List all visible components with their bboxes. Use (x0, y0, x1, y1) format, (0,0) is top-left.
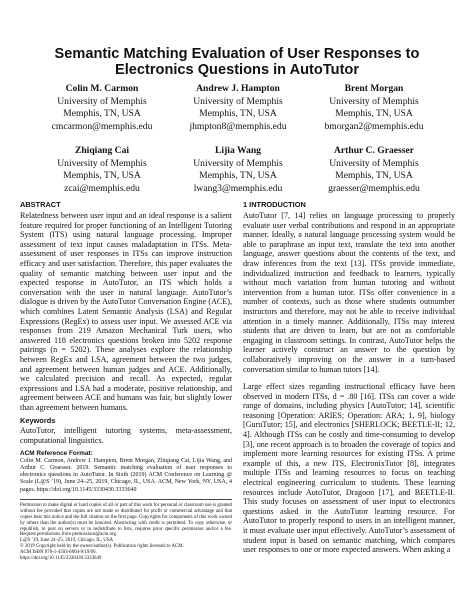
author-location: Memphis, TN, USA (199, 170, 277, 181)
author-affiliation: University of Memphis (193, 157, 283, 169)
author-card (310, 83, 438, 133)
author-email[interactable]: lwang3@memphis.edu (193, 182, 283, 194)
author-location: Memphis, TN, USA (335, 108, 413, 119)
author-card (38, 83, 166, 133)
right-column (243, 200, 455, 555)
author-affiliation: University of Memphis (193, 95, 283, 107)
author-name: Brent Morgan (344, 83, 404, 94)
author-email[interactable]: bmorgan2@memphis.edu (324, 120, 424, 132)
author-affiliation: University of Memphis (329, 157, 419, 169)
author-email[interactable]: cmcarmon@memphis.edu (51, 120, 153, 132)
author-block (38, 83, 438, 207)
author-card (310, 145, 438, 195)
author-name: Zhiqiang Cai (74, 145, 130, 156)
author-affiliation: University of Memphis (329, 95, 419, 107)
keywords-text: AutoTutor, intelligent tutoring systems, meta-assessment, computational linguistics. (20, 426, 232, 446)
author-location: Memphis, TN, USA (63, 108, 141, 119)
author-name: Arthur C. Graesser (333, 145, 415, 156)
author-card (174, 83, 302, 133)
author-name: Lijia Wang (215, 145, 261, 156)
title-line-1: Semantic Matching Evaluation of User Responses to (54, 46, 420, 62)
author-location: Memphis, TN, USA (335, 170, 413, 181)
introduction-heading: 1 INTRODUCTION (243, 200, 306, 209)
abstract-heading: ABSTRACT (20, 200, 61, 209)
author-row-2 (38, 145, 438, 195)
permission-notice (20, 503, 232, 562)
introduction-paragraph-2: Large effect sizes regarding instructional efficacy have been observed in modern ITSs, d = .80 [16]. ITSs can cover a wide range of domains, including physics [AutoTutor; 14], scientific reasoning [Operation: ARIES; Operation: ARA; 1, 9], biology [GuruTutor; 15], and electronics [SHERLOCK; BEETLE-II; 12, 4]. Although ITSs can be costly and time-consuming to develop [3], one recent approach is to broaden the coverage of topics and implement more learning resources for existing ITSs. A prime example of this, a new ITS, ElectronixTutor [8], integrates multiple ITSs and learning resources to focus on teaching electrical engineering curriculum to students. These learning resources include AutoTutor, Dragoon [17], and BEETLE-II. This study focuses on assessment of user input to electronics questions asked in the AutoTutor learning resource. For AutoTutor to properly respond to users in an intelligent manner, it must evaluate user input effectively. AutoTutor’s assessment of student input is based on semantic matching, which compares user responses to one or more expected answers. When asking a (243, 382, 455, 555)
venue-line: L@S ’19, June 24–25, 2019, Chicago, IL, USA (20, 538, 114, 544)
reference-heading: ACM Reference Format: (20, 449, 93, 457)
author-email[interactable]: zcai@memphis.edu (64, 182, 140, 194)
introduction-paragraph-1: AutoTutor [7, 14] relies on language processing to properly evaluate user verbal contributions and respond in an appropriate manner. Ideally, a natural language processing system would be able to paraphrase an input text, translate the text into another language, answer questions about the contents of the text, and draw inferences from the text [13]. ITSs provide immediate, individualized instruction and feedback to learners, typically without much variation from human tutoring and without intervention from a human tutor. ITSs offer convenience in a number of contexts, such as those where students outnumber instructors and therefore, may not be able to receive individual attention in a timely manner. Additionally, ITSs may interest students that are driven to learn, but are not as comfortable engaging in classroom settings. In contrast, AutoTutor helps the learner actively construct an answer to the question by collaboratively improving on the answer in a turn-based conversation similar to human tutors [14]. (243, 211, 455, 374)
isbn-line: ACM ISBN 978-1-4503-6804-9/19/06. (20, 550, 97, 556)
author-name: Andrew J. Hampton (196, 83, 280, 94)
author-affiliation: University of Memphis (57, 95, 147, 107)
author-email[interactable]: graesser@memphis.edu (328, 182, 420, 194)
paper-title (20, 46, 454, 78)
title-line-2: Electronics Questions in AutoTutor (114, 62, 360, 78)
reference-text: Colin M. Carmon, Andrew J. Hampton, Brent Morgan, Zhiqiang Cai, Lijia Wang, and Arthur C. Graesser. 2019. Semantic matching evaluation of user responses to electronics questions in AutoTutor. In Sixth (2019) ACM Conference on Learning @ Scale (L@S ’19), June 24–25, 2019, Chicago, IL, USA. ACM, New York, NY, USA, 4 pages. https://doi.org/10.1145/3330430.3333649 (20, 457, 232, 493)
abstract-text: Relatedness between user input and an ideal response is a salient feature required for proper functioning of an Intelligent Tutoring System (ITS) using natural language processing. Improper assessment of text input causes maladaptation in ITSs. Meta-assessment of user responses in ITSs can improve instruction efficacy and user satisfaction. Therefore, this paper evaluates the quality of semantic matching between user input and the expected response in AutoTutor, an ITS which holds a conversation with the user in natural language. AutoTutor’s dialogue is driven by the AutoTutor Conversation Engine (ACE), which combines Latent Semantic Analysis (LSA) and Regular Expressions (RegEx) to assess user input. We assessed ACE via responses from 219 Amazon Mechanical Turk users, who answered 118 electronics questions broken into 5202 response pairings (n = 5202). These analyses explore the relationship between RegEx and LSA, agreement between the two judges, and agreement between human judges and ACE. Additionally, we calculated precision and recall. As expected, regular expressions and LSA had a moderate, positive relationship, and agreement between ACE and humans was fair, but slightly lower than agreement between humans. (20, 211, 232, 412)
left-column (20, 200, 232, 562)
author-row-1 (38, 83, 438, 133)
copyright-line: © 2019 Copyright held by the owner/author(s). Publication rights licensed to ACM. (20, 544, 184, 550)
author-card (174, 145, 302, 195)
author-location: Memphis, TN, USA (63, 170, 141, 181)
acm-reference (20, 450, 232, 494)
author-card (38, 145, 166, 195)
author-affiliation: University of Memphis (57, 157, 147, 169)
author-name: Colin M. Carmon (65, 83, 139, 94)
doi-link[interactable]: https://doi.org/10.1145/3330430.3333649 (20, 556, 102, 562)
footnote-divider (20, 499, 232, 500)
author-location: Memphis, TN, USA (199, 108, 277, 119)
permission-text: Permission to make digital or hard copies of all or part of this work for personal or classroom use is granted without fee provided that copies are not made or distributed for profit or commercial advantage and that copies bear this notice and the full citation on the first page. Copyrights for components of this work owned by others than the author(s) must be honored. Abstracting with credit is permitted. To copy otherwise, or republish, to post on servers or to redistribute to lists, requires prior specific permission and/or a fee. Request permissions from permissions@acm.org. (20, 502, 232, 538)
keywords-heading: Keywords (20, 416, 56, 426)
author-email[interactable]: jhmpton8@memphis.edu (189, 120, 287, 132)
